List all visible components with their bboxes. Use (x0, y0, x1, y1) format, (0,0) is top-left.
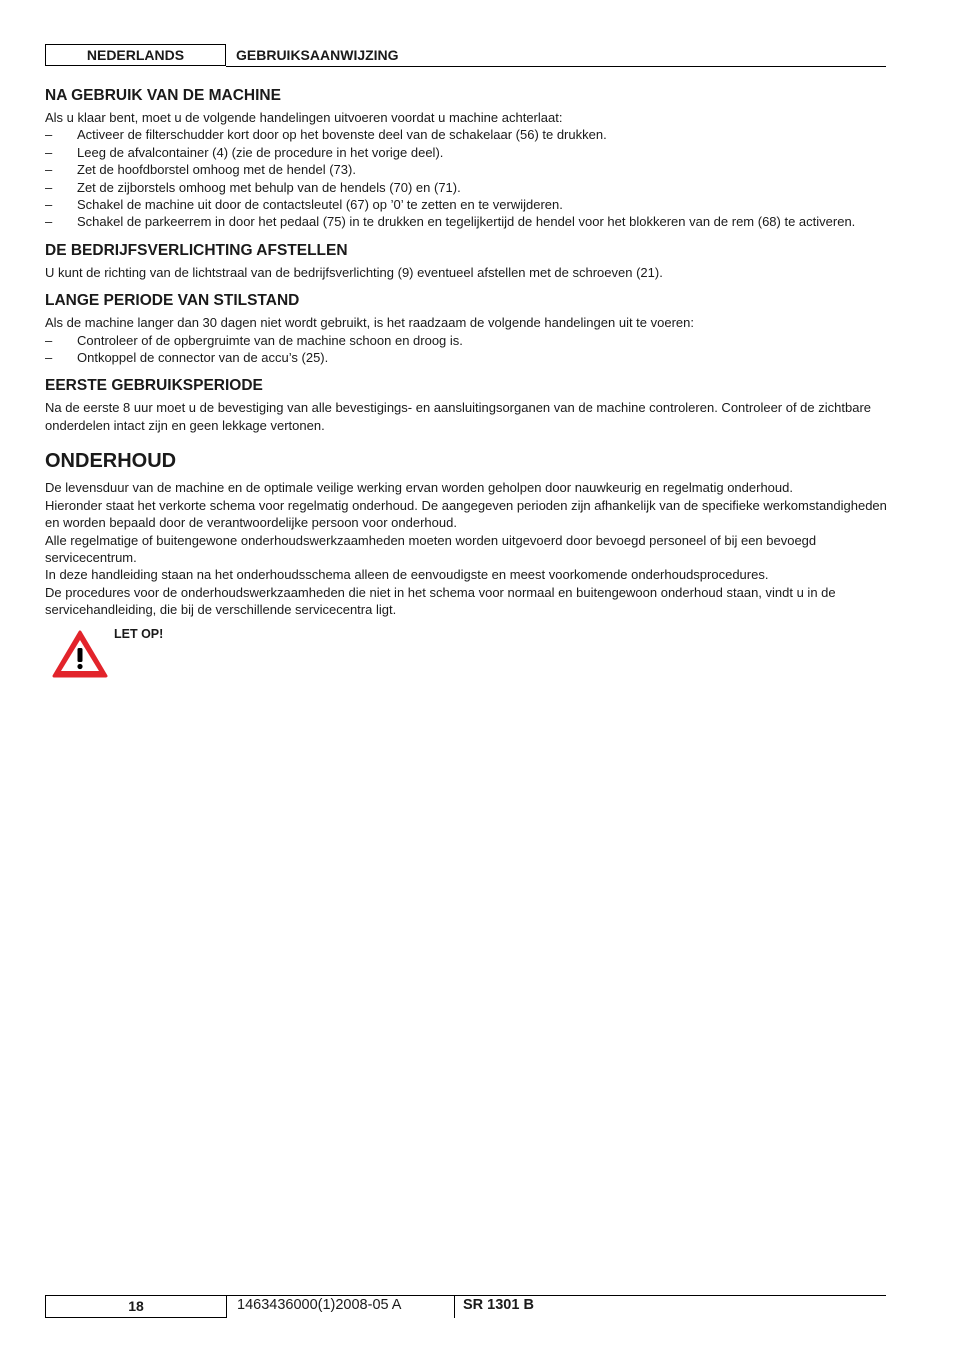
warning-label: LET OP! (114, 626, 164, 641)
list-item: – Controleer of de opbergruimte van de machine schoon en droog is. (45, 332, 463, 348)
section-first-use (45, 376, 887, 434)
paragraph: De procedures voor de onderhoudswerkzaamheden die niet in het schema voor normaal en buitengewoon onderhoud staan, vindt u in de servicehandleiding, die bij de verschillende servicecentra ligt. (45, 584, 836, 618)
list-item: – Ontkoppel de connector van de accu’s (25). (45, 350, 329, 366)
document-type: GEBRUIKSAANWIJZING (236, 47, 399, 63)
section-text: U kunt de richting van de lichtstraal van de bedrijfsverlichting (9) eventueel afstellen met de schroeven (21). (45, 264, 663, 280)
document-number: 1463436000(1)2008-05 A (237, 1297, 402, 1313)
section-lighting (45, 241, 887, 281)
list-item: – Zet de hoofdborstel omhoog met de hendel (73). (45, 162, 356, 178)
warning-triangle-icon (51, 629, 109, 679)
section-text: Na de eerste 8 uur moet u de bevestiging van alle bevestigings- en aansluitingsorganen van de machine controleren. Controleer of de zichtbare onderdelen intact zijn en geen lekkage vertonen. (45, 400, 872, 433)
page-header (45, 44, 886, 67)
list-item: – Schakel de parkeerrem in door het pedaal (75) in te drukken en tegelijkertijd de hendel voor het blokkeren van de rem (68) te activeren. (45, 214, 856, 230)
section-after-use (45, 86, 887, 231)
list-item: – Zet de zijborstels omhoog met behulp van de hendels (70) en (71). (45, 179, 461, 195)
footer-separator (454, 1295, 455, 1318)
paragraph: De levensduur van de machine en de optimale veilige werking ervan worden geholpen door nauwkeurig en regelmatig onderhoud. (45, 480, 793, 496)
section-maintenance (45, 448, 887, 684)
paragraph: Alle regelmatige of buitengewone onderhoudswerkzaamheden moeten worden uitgevoerd door bevoegd personeel of bij een bevoegd servicecentrum. (45, 532, 817, 565)
section-intro: Als de machine langer dan 30 dagen niet wordt gebruikt, is het raadzaam de volgende handelingen uit te voeren: (45, 315, 694, 331)
section-intro: Als u klaar bent, moet u de volgende handelingen uitvoeren voordat u machine achterlaat: (45, 110, 563, 125)
section-heading: DE BEDRIJFSVERLICHTING AFSTELLEN (45, 241, 348, 259)
language-label: NEDERLANDS (45, 44, 226, 66)
step-list (45, 332, 887, 367)
section-heading: LANGE PERIODE VAN STILSTAND (45, 292, 300, 310)
page-number: 18 (45, 1295, 227, 1318)
list-item: – Leeg de afvalcontainer (4) (zie de procedure in het vorige deel). (45, 144, 444, 160)
list-item: – Schakel de machine uit door de contactsleutel (67) op ’0’ te zetten en te verwijderen. (45, 197, 563, 213)
warning-notice (45, 625, 887, 685)
chapter-heading: ONDERHOUD (45, 450, 177, 473)
list-item: – Activeer de filterschudder kort door op het bovenste deel van de schakelaar (56) te drukken. (45, 127, 607, 143)
step-list (45, 126, 887, 230)
model-name: SR 1301 B (463, 1297, 534, 1313)
page-footer (45, 1295, 886, 1319)
paragraph: In deze handleiding staan na het onderhoudsschema alleen de eenvoudigste en meest voorkomende onderhoudsprocedures. (45, 567, 769, 583)
paragraph: Hieronder staat het verkorte schema voor regelmatig onderhoud. De aangegeven perioden zijn afhankelijk van de specifieke werkomstandigheden en worden bepaald door de verantwoordelijke persoon voor onderhoud. (45, 497, 887, 531)
section-heading: EERSTE GEBRUIKSPERIODE (45, 377, 263, 395)
section-heading: NA GEBRUIK VAN DE MACHINE (45, 87, 281, 104)
page-content (45, 86, 887, 685)
section-long-idle (45, 291, 887, 366)
